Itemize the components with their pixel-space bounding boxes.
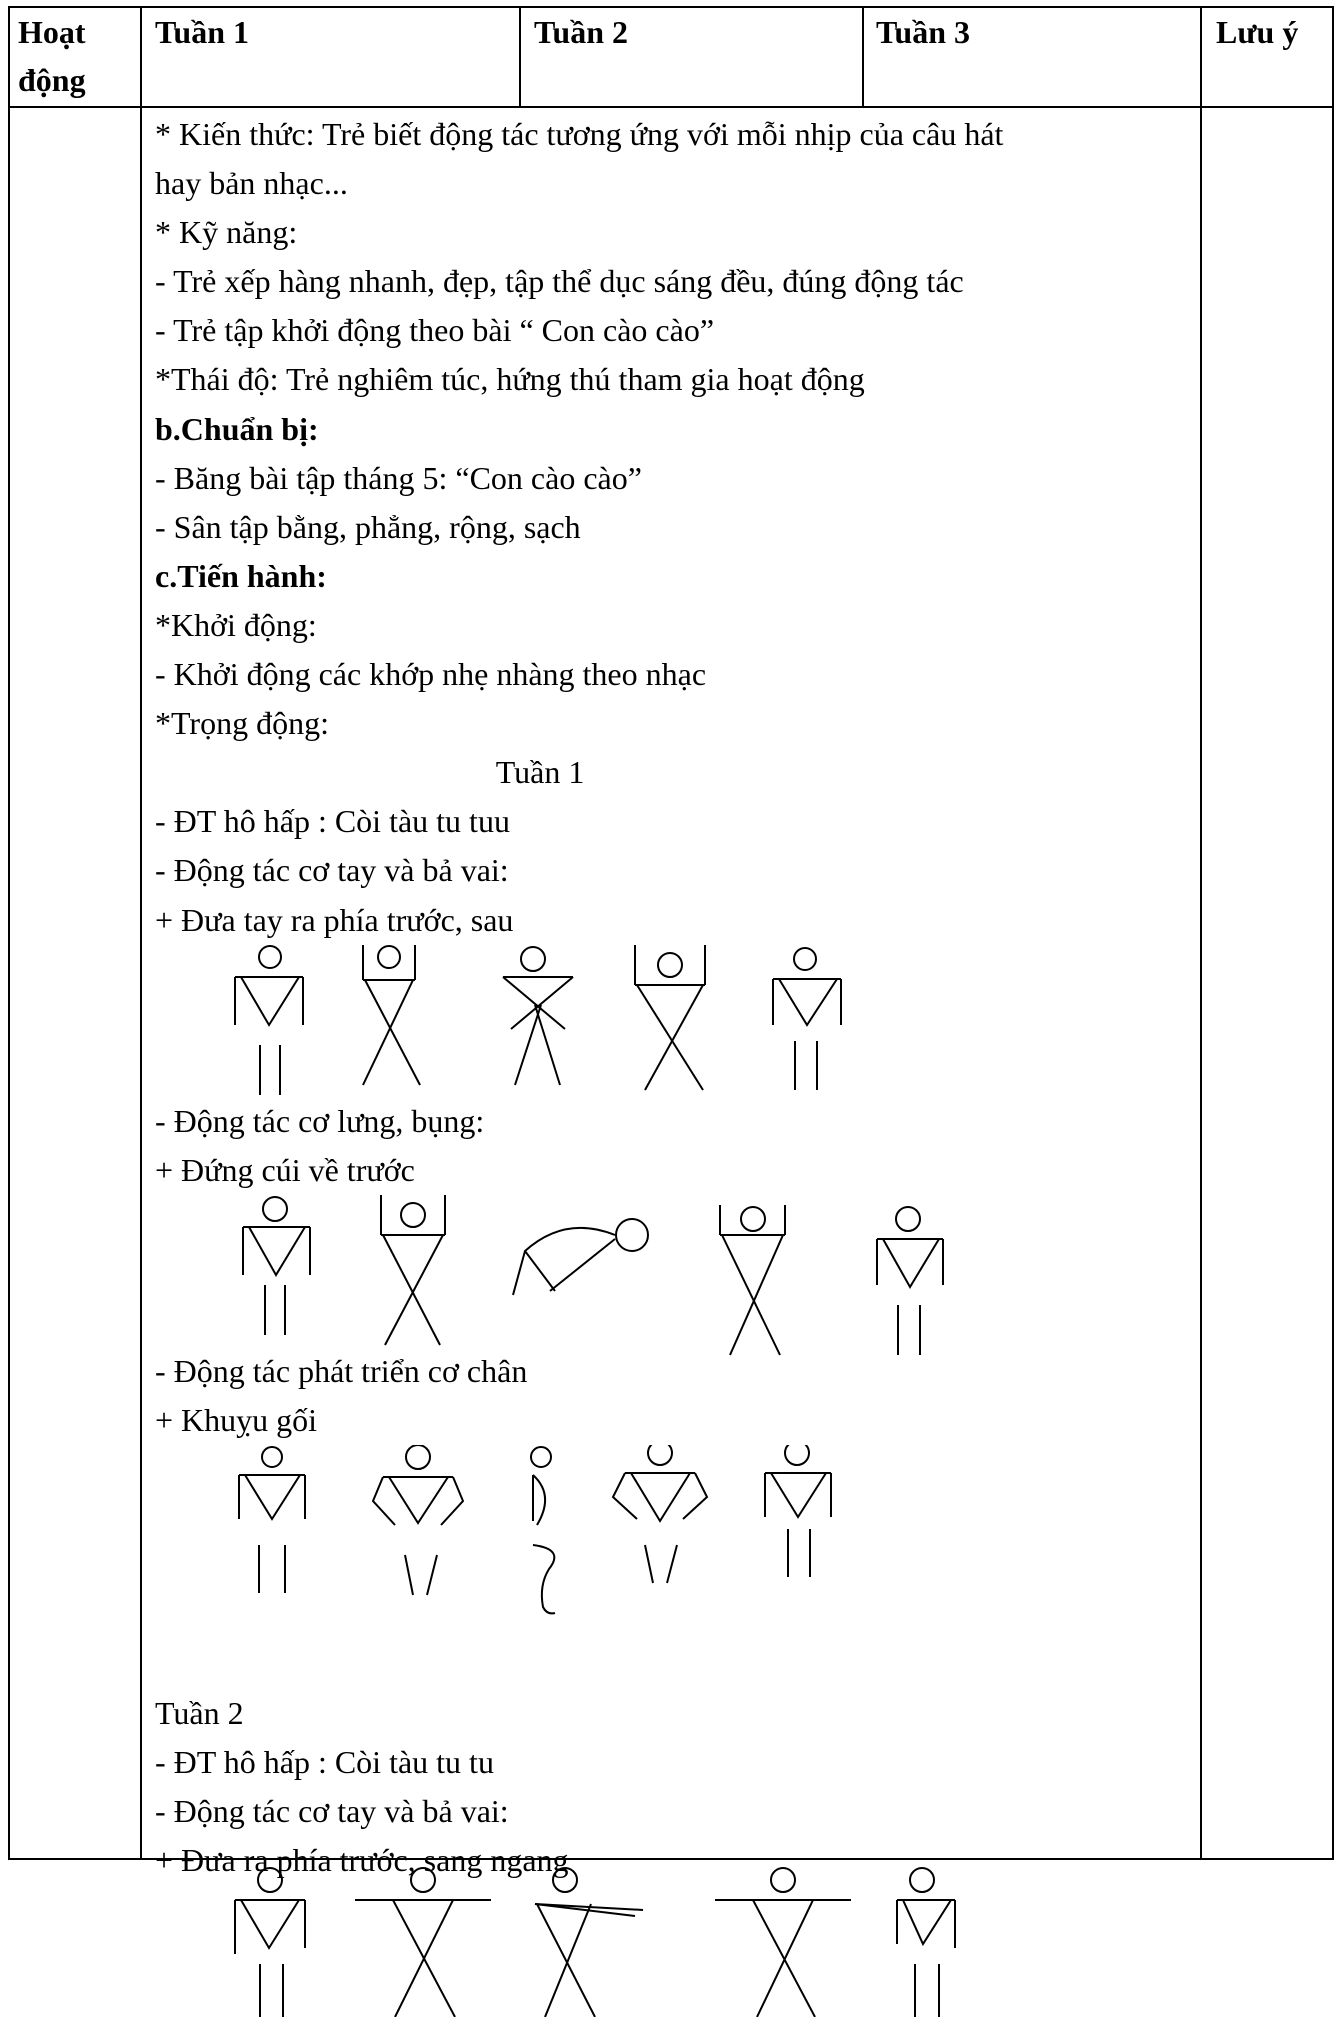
stick-figure-5: [773, 948, 841, 1090]
table-header-divider: [8, 106, 1334, 108]
header-cell-week1: Tuần 1: [155, 14, 249, 50]
week2-arm-detail: + Đưa ra phía trước, sang ngang: [155, 1842, 569, 1879]
side-arm-exercise-figures: [155, 1864, 975, 2017]
week1-leg-detail: + Khuỵu gối: [155, 1401, 318, 1438]
bend-exercise-figures: [155, 1195, 1200, 1347]
week1-back-exercise: - Động tác cơ lưng, bụng:: [155, 1102, 485, 1139]
stick-figure-6: [243, 1197, 310, 1335]
stick-figure-16: [235, 1868, 305, 2017]
header-activity-line1: Hoạt: [18, 14, 86, 50]
skills-line-1: - Trẻ xếp hàng nhanh, đẹp, tập thể dục sáng đều, đúng động tác: [155, 263, 964, 300]
table-border-left: [8, 6, 10, 1860]
stick-figure-18: [535, 1868, 643, 2017]
week-content-cell: [155, 110, 1200, 1885]
stick-figure-3: [503, 947, 573, 1085]
week1-breathing: - ĐT hô hấp : Còi tàu tu tuu: [155, 803, 510, 840]
procedure-heading: c.Tiến hành:: [155, 557, 327, 594]
stick-figure-4: [635, 945, 705, 1090]
stick-figure-15: [765, 1445, 831, 1577]
attitude-line: *Thái độ: Trẻ nghiêm túc, hứng thú tham gia hoạt động: [155, 361, 865, 398]
knee-exercise-figures: [155, 1445, 1200, 1689]
warmup-line: - Khởi động các khớp nhẹ nhàng theo nhạc: [155, 656, 707, 693]
stick-figure-9: [720, 1205, 785, 1355]
table-border-right: [1332, 6, 1334, 1860]
skills-line-2: - Trẻ tập khởi động theo bài “ Con cào cào”: [155, 312, 715, 349]
header-cell-week2: Tuần 2: [534, 14, 628, 50]
week1-leg-exercise: - Động tác phát triển cơ chân: [155, 1352, 528, 1389]
stick-figure-1: [235, 946, 303, 1095]
knowledge-line-cont: hay bản nhạc...: [155, 165, 348, 202]
week1-arm-exercise: - Động tác cơ tay và bả vai:: [155, 852, 509, 889]
week1-back-detail: + Đứng cúi về trước: [155, 1151, 415, 1188]
stick-figure-19: [715, 1868, 851, 2017]
table-col-divider-2: [519, 6, 521, 108]
table-col-divider-1: [140, 6, 142, 1860]
arm-exercise-figures: [155, 945, 1200, 1097]
stick-figure-2: [363, 945, 420, 1085]
header-cell-week3: Tuần 3: [876, 14, 970, 50]
stick-figure-17: [355, 1868, 491, 2017]
stick-figure-20: [897, 1868, 955, 2017]
knowledge-line: * Kiến thức: Trẻ biết động tác tương ứng với mỗi nhịp của câu hát: [155, 116, 1004, 152]
header-cell-activity: [18, 8, 86, 104]
stick-figure-8: [513, 1219, 648, 1295]
warmup-heading: *Khởi động:: [155, 606, 317, 643]
preparation-heading: b.Chuẩn bị:: [155, 410, 319, 447]
stick-figure-13: [531, 1447, 555, 1613]
header-activity-line2: động: [18, 62, 86, 98]
week1-arm-detail: + Đưa tay ra phía trước, sau: [155, 901, 514, 938]
week1-subheading: Tuần 1: [495, 754, 585, 791]
skills-heading: * Kỹ năng:: [155, 214, 298, 251]
table-col-divider-4: [1200, 6, 1202, 1860]
week2-subheading: Tuần 2: [155, 1694, 244, 1731]
header-cell-note: Lưu ý: [1216, 14, 1299, 50]
main-exercise-heading: *Trọng động:: [155, 705, 329, 742]
stick-figure-12: [373, 1445, 463, 1595]
stick-figure-11: [239, 1447, 305, 1593]
week2-breathing: - ĐT hô hấp : Còi tàu tu tu: [155, 1744, 494, 1781]
table-col-divider-3: [862, 6, 864, 108]
stick-figure-7: [381, 1195, 445, 1345]
stick-figure-14: [613, 1445, 707, 1583]
preparation-line-1: - Băng bài tập tháng 5: “Con cào cào”: [155, 459, 642, 496]
week2-arm-exercise: - Động tác cơ tay và bả vai:: [155, 1793, 509, 1830]
stick-figure-10: [877, 1207, 943, 1355]
preparation-line-2: - Sân tập bằng, phẳng, rộng, sạch: [155, 508, 581, 545]
